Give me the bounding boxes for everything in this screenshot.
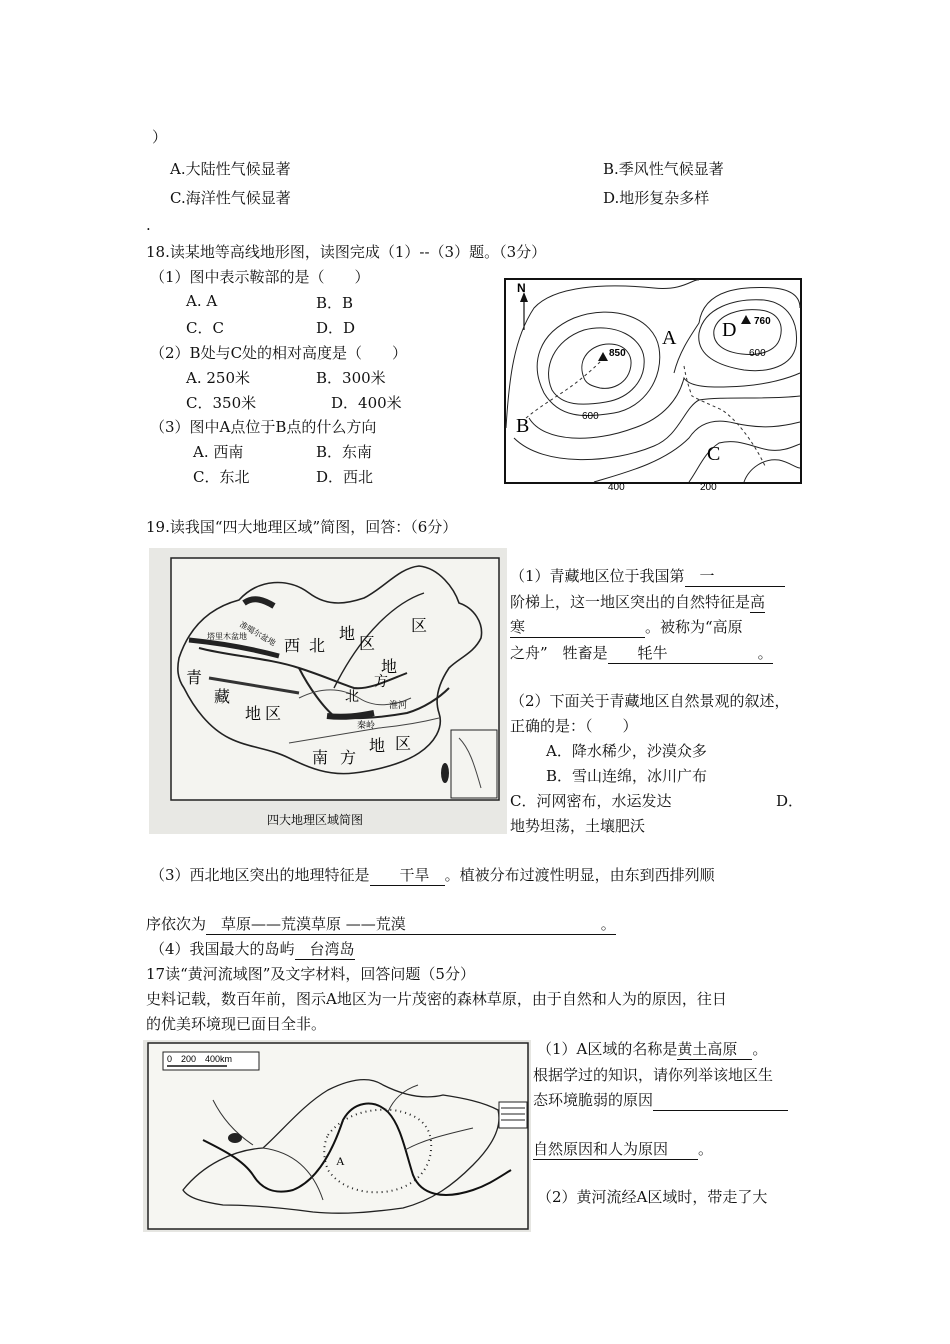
north-label: N: [517, 281, 526, 295]
q18-sub3-c: C．东北: [193, 468, 250, 486]
option-b: B.季风性气候显著: [603, 160, 724, 178]
q18-sub3-b: B．东南: [316, 443, 373, 461]
point-c-label: C: [707, 443, 721, 465]
q19-answer-dry: 干旱: [369, 866, 445, 884]
four-regions-map: [149, 548, 507, 834]
q19-answer-island: 台湾岛: [294, 940, 355, 958]
q18-sub1: （1）图中表示鞍部的是（ ）: [150, 268, 370, 286]
point-d-label: D: [722, 319, 737, 341]
north-char-4: 区: [411, 616, 428, 635]
q18-sub3: （3）图中A点位于B点的什么方向: [150, 418, 377, 436]
point-a-label: A: [662, 327, 677, 349]
q19-p2-option-d: D．: [776, 792, 804, 810]
nw-char-1: 西: [284, 636, 301, 655]
q19-p1-line1: [510, 565, 785, 587]
q19-p3-text3: 序依次为: [146, 915, 207, 933]
q19-p2-b: 正确的是：（ ）: [510, 717, 638, 735]
north-char-1: 北: [345, 689, 359, 705]
map-caption: 四大地理区域简图: [267, 813, 364, 827]
q18-sub1-c: C．C: [186, 319, 224, 337]
q19-p1-line4: [510, 642, 773, 664]
nw-char-3: 地: [339, 624, 356, 643]
option-a: A.大陆性气候显著: [170, 160, 291, 178]
south-char-2: 方: [340, 748, 357, 767]
q17-a2: 根据学过的知识，请你列举该地区生: [533, 1066, 774, 1084]
q18-sub2-c: C．350米: [186, 394, 257, 412]
contour-map: [504, 278, 802, 493]
q19-p4-line: [150, 938, 355, 960]
q19-p2: （2）下面关于青藏地区自然景观的叙述，: [510, 692, 790, 710]
q17-a1-line: [537, 1038, 767, 1060]
option-c: C.海洋性气候显著: [170, 189, 291, 207]
q19-p2-option-a: A．降水稀少，沙漠众多: [546, 742, 707, 760]
q17-text-1: 史料记载，数百年前，图示A地区为一片茂密的森林草原，由于自然和人为的原因，往日: [146, 990, 727, 1008]
point-b-label: B: [516, 415, 530, 437]
south-char-4: 区: [395, 734, 412, 753]
q19-title: 19.读我国“四大地理区域”简图，回答：（6分）: [146, 518, 458, 536]
contour-400: 400: [608, 482, 625, 493]
stray-dot: .: [146, 216, 151, 234]
q19-p1-line3: [510, 616, 743, 638]
q19-p4-text: （4）我国最大的岛屿: [150, 940, 295, 958]
q17-a5: （2）黄河流经A区域时，带走了大: [537, 1188, 768, 1206]
option-d: D.地形复杂多样: [603, 189, 710, 207]
area-a-label: A: [336, 1154, 345, 1168]
nw-char-4: 区: [359, 634, 376, 653]
peak-850-label: 850: [609, 348, 626, 359]
q18-sub1-d: D．D: [316, 319, 356, 337]
q17-a3-text: 态环境脆弱的原因: [533, 1091, 654, 1109]
q19-answer-vegetation: 草原——荒漠草原 ——荒漠 。: [206, 915, 616, 933]
contour-600-right: 600: [749, 348, 766, 359]
huaihe-label: 淮河: [389, 701, 408, 711]
q17-answer-reason: 自然原因和人为原因: [533, 1140, 699, 1158]
qinling-label: 秦岭: [357, 721, 376, 731]
q19-p2-option-b: B．雪山连绵，冰川广布: [546, 767, 708, 785]
north-char-3: 地: [381, 657, 398, 676]
q19-answer-animal: 牦牛 。: [607, 644, 773, 662]
q19-p3-text2: 。植被分布过渡性明显，由东到西排列顺: [444, 866, 715, 884]
q17-a4-end: 。: [698, 1140, 714, 1158]
q17-answer-region: 黄土高原: [677, 1040, 753, 1058]
nw-char-2: 北: [309, 636, 326, 655]
south-char-1: 南: [312, 748, 329, 767]
q18-sub2-b: B．300米: [316, 369, 386, 387]
qz-char-4: 区: [265, 704, 282, 723]
q17-text-2: 的优美环境现已面目全非。: [146, 1015, 327, 1033]
q19-answer-feature-1: 高: [750, 593, 766, 611]
q19-p1-text3: 。被称为“高原: [645, 618, 743, 636]
q18-sub2: （2）B处与C处的相对高度是（ ）: [150, 344, 408, 362]
north-char-2: 方: [374, 674, 388, 690]
q19-p3-line2: [146, 913, 616, 935]
q19-p1-text2: 阶梯上，这一地区突出的自然特征是: [510, 593, 751, 611]
q18-sub3-a: A. 西南: [193, 443, 244, 461]
south-char-3: 地: [369, 736, 386, 755]
q19-answer-step: 一: [685, 565, 785, 587]
q18-title: 18.读某地等高线地形图，读图完成（1）--（3）题。（3分）: [146, 243, 547, 261]
yellow-river-map: [143, 1040, 531, 1232]
q18-sub1-a: A. A: [186, 292, 218, 310]
q17-title: 17读“黄河流域图”及文字材料，回答问题（5分）: [146, 965, 475, 983]
q17-a4-line: [533, 1138, 713, 1160]
q18-sub1-b: B．B: [316, 294, 354, 312]
q17-a1-text: （1）A区域的名称是: [537, 1040, 678, 1058]
q17-a3-line: [533, 1089, 788, 1111]
qz-char-1: 青: [186, 668, 203, 687]
q18-sub2-d: D．400米: [331, 394, 402, 412]
peak-760-label: 760: [754, 316, 771, 327]
question-paren: ）: [152, 128, 168, 146]
contour-600-left: 600: [582, 411, 599, 422]
q17-a3-blank: [653, 1089, 788, 1111]
contour-200: 200: [700, 482, 717, 493]
q19-p2-option-c: C．河网密布，水运发达: [510, 792, 672, 810]
scale-label: 0 200 400km: [167, 1054, 233, 1064]
junggar-label: 准噶尔盆地: [238, 619, 278, 648]
q19-p1-line2: [510, 591, 765, 613]
q19-p1-text4: 之舟” 牲畜是: [510, 644, 608, 662]
q18-sub2-a: A. 250米: [186, 369, 250, 387]
q17-a1-end: 。: [752, 1040, 768, 1058]
q19-p1-text1: （1）青藏地区位于我国第: [510, 567, 685, 585]
qz-char-3: 地: [245, 704, 262, 723]
qz-char-2: 藏: [214, 687, 231, 706]
q19-p2-option-d-text: 地势坦荡，土壤肥沃: [510, 817, 646, 835]
q19-p3-text1: （3）西北地区突出的地理特征是: [150, 866, 370, 884]
q19-p3-line1: [150, 864, 715, 886]
tarim-label: 塔里木盆地: [207, 632, 247, 641]
q18-sub3-d: D．西北: [316, 468, 374, 486]
q19-answer-feature-2: 寒: [510, 618, 646, 636]
